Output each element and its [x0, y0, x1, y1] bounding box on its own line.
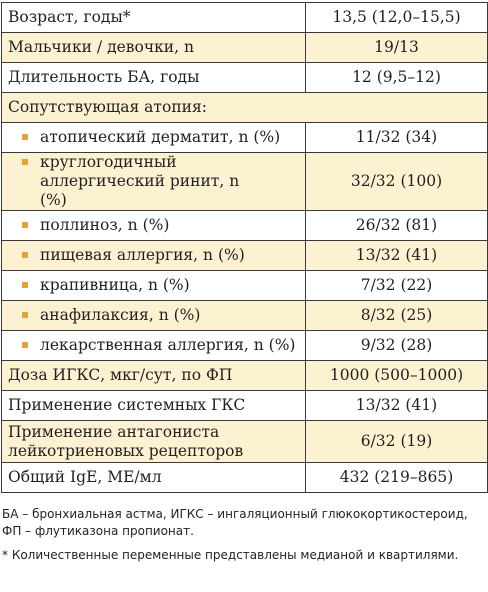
table-notes	[2, 506, 486, 564]
row-value: 11/32 (34)	[306, 123, 488, 153]
row-label-cell	[2, 241, 306, 271]
row-label-cell	[2, 301, 306, 331]
table-row	[2, 153, 488, 211]
row-label: анафилаксия, n (%)	[40, 306, 201, 324]
table-row	[2, 241, 488, 271]
row-label: Применение антагониста лейкотриеновых рецепторов	[2, 421, 306, 463]
square-bullet-icon	[22, 282, 28, 288]
table-row	[2, 93, 488, 123]
table-row	[2, 271, 488, 301]
abbreviations-note: БА – бронхиальная астма, ИГКС – ингаляционный глюкокортикостероид, ФП – флутиказона пропионат.	[2, 507, 468, 538]
table-row	[2, 211, 488, 241]
section-header-atopy: Сопутствующая атопия:	[2, 93, 488, 123]
row-label: Общий IgE, МЕ/мл	[2, 463, 306, 493]
row-value: 6/32 (19)	[306, 421, 488, 463]
square-bullet-icon	[22, 159, 28, 165]
table-row	[2, 3, 488, 33]
row-value: 7/32 (22)	[306, 271, 488, 301]
table-row	[2, 391, 488, 421]
row-label: Мальчики / девочки, n	[2, 33, 306, 63]
row-value: 9/32 (28)	[306, 331, 488, 361]
row-value: 432 (219–865)	[306, 463, 488, 493]
row-label: пищевая аллергия, n (%)	[40, 246, 245, 264]
row-label-cell	[2, 331, 306, 361]
table-row	[2, 463, 488, 493]
row-value: 13/32 (41)	[306, 391, 488, 421]
row-label: Возраст, годы*	[2, 3, 306, 33]
row-label: атопический дерматит, n (%)	[40, 128, 281, 146]
row-label: Доза ИГКС, мкг/сут, по ФП	[2, 361, 306, 391]
square-bullet-icon	[22, 312, 28, 318]
table-row	[2, 123, 488, 153]
row-value: 12 (9,5–12)	[306, 63, 488, 93]
row-label: поллиноз, n (%)	[40, 216, 170, 234]
square-bullet-icon	[22, 342, 28, 348]
row-value: 13/32 (41)	[306, 241, 488, 271]
patient-characteristics-table	[1, 2, 488, 493]
table-row	[2, 331, 488, 361]
row-label-cell	[2, 123, 306, 153]
row-label-cell	[2, 153, 306, 211]
square-bullet-icon	[22, 222, 28, 228]
row-value: 26/32 (81)	[306, 211, 488, 241]
row-value: 13,5 (12,0–15,5)	[306, 3, 488, 33]
table-row	[2, 301, 488, 331]
row-label: крапивница, n (%)	[40, 276, 190, 294]
table-row	[2, 33, 488, 63]
row-value: 8/32 (25)	[306, 301, 488, 331]
row-value: 1000 (500–1000)	[306, 361, 488, 391]
square-bullet-icon	[22, 134, 28, 140]
row-label: Длительность БА, годы	[2, 63, 306, 93]
row-value: 32/32 (100)	[306, 153, 488, 211]
row-label-cell	[2, 271, 306, 301]
table-row	[2, 63, 488, 93]
square-bullet-icon	[22, 252, 28, 258]
row-label: лекарственная аллергия, n (%)	[40, 336, 296, 354]
row-label: Применение системных ГКС	[2, 391, 306, 421]
footnote: * Количественные переменные представлены медианой и квартилями.	[2, 548, 459, 562]
table-row	[2, 361, 488, 391]
row-label: круглогодичный аллергический ринит, n (%)	[40, 153, 240, 209]
row-label-cell	[2, 211, 306, 241]
row-value: 19/13	[306, 33, 488, 63]
table-row	[2, 421, 488, 463]
